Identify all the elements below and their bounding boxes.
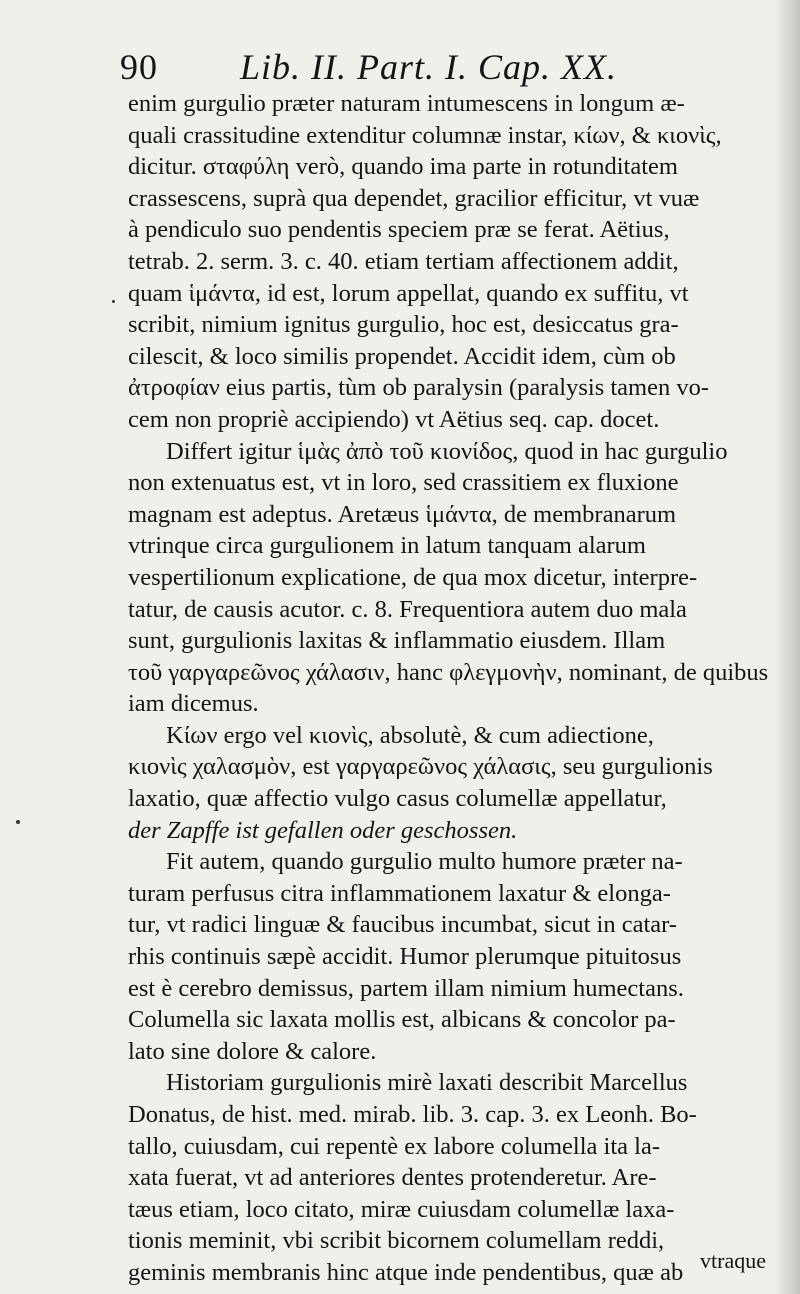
text-line: à pendiculo suo pendentis speciem præ se ferat. Aëtius,	[128, 216, 670, 244]
text-line: tionis meminit, vbi scribit bicornem columellam reddi,	[128, 1227, 665, 1255]
text-line: non extenuatus est, vt in loro, sed crassitiem ex fluxione	[128, 469, 679, 497]
paragraph-start-line: Differt igitur ἱμὰς ἀπὸ τοῦ κιονίδος, quod in hac gurgulio	[166, 437, 728, 465]
text-line: τοῦ γαργαρεῶνος χάλασιν, hanc φλεγμονὴν, nominant, de quibus	[128, 658, 768, 686]
text-line: vespertilionum explicatione, de qua mox dicetur, interpre-	[128, 563, 698, 591]
ink-speck	[16, 820, 20, 824]
text-line: laxatio, quæ affectio vulgo casus columellæ appellatur,	[128, 785, 667, 813]
text-line: Donatus, de hist. med. mirab. lib. 3. cap. 3. ex Leonh. Bo-	[128, 1101, 697, 1128]
text-line: est è cerebro demissus, partem illam nimium humectans.	[128, 974, 684, 1002]
text-line: quali crassitudine extenditur columnæ instar, κίων, & κιονὶς,	[128, 121, 722, 149]
text-line: κιονὶς χαλασμὸν, est γαργαρεῶνος χάλασις, seu gurgulionis	[128, 753, 713, 781]
text-line: iam dicemus.	[128, 690, 259, 718]
text-line: enim gurgulio præter naturam intumescens in longum æ-	[128, 90, 685, 117]
catchword: vtraque	[700, 1248, 766, 1273]
text-line: tetrab. 2. serm. 3. c. 40. etiam tertiam affectionem addit,	[128, 247, 679, 275]
text-line: dicitur. σταφύλη verò, quando ima parte in rotunditatem	[128, 153, 678, 181]
text-line: der Zapffe ist gefallen oder geschossen.	[128, 816, 518, 844]
text-line: tatur, de causis acutor. c. 8. Frequentiora autem duo mala	[128, 595, 687, 623]
page-edge-shadow	[774, 0, 800, 1294]
text-line: rhis continuis sæpè accidit. Humor plerumque pituitosus	[128, 943, 682, 971]
text-line: tæus etiam, loco citato, miræ cuiusdam columellæ laxa-	[128, 1195, 675, 1223]
text-line: cilescit, & loco similis propendet. Accidit idem, cùm ob	[128, 342, 676, 370]
text-line: sunt, gurgulionis laxitas & inflammatio eiusdem. Illam	[128, 627, 666, 655]
text-line: lato sine dolore & calore.	[128, 1037, 377, 1065]
text-line: geminis membranis hinc atque inde pendentibus, quæ ab	[128, 1258, 684, 1286]
text-line: tallo, cuiusdam, cui repentè ex labore columella ita la-	[128, 1132, 660, 1160]
text-line: turam perfusus citra inflammationem laxatur & elonga-	[128, 879, 671, 907]
text-line: ἀτροφίαν eius partis, tùm ob paralysin (paralysis tamen vo-	[128, 374, 710, 402]
ink-speck	[112, 300, 115, 303]
text-line: magnam est adeptus. Aretæus ἱμάντα, de membranarum	[128, 500, 677, 528]
body-text	[128, 88, 768, 1289]
text-line: vtrinque circa gurgulionem in latum tanquam alarum	[128, 532, 646, 560]
text-line: quam ἱμάντα, id est, lorum appellat, quando ex suffitu, vt	[128, 279, 689, 307]
text-line: Columella sic laxata mollis est, albicans & concolor pa-	[128, 1006, 676, 1034]
paragraph-start-line: Κίων ergo vel κιονὶς, absolutè, & cum adiectione,	[166, 721, 654, 749]
text-line: tur, vt radici linguæ & faucibus incumbat, sicut in catar-	[128, 911, 677, 939]
text-line: xata fuerat, vt ad anteriores dentes protenderetur. Are-	[128, 1164, 657, 1192]
page-number: 90	[120, 47, 158, 87]
paragraph-start-line: Historiam gurgulionis mirè laxati describit Marcellus	[166, 1069, 688, 1097]
text-line: cem non propriè accipiendo) vt Aëtius seq. cap. docet.	[128, 405, 660, 433]
page-header	[120, 46, 680, 90]
text-line: scribit, nimium ignitus gurgulio, hoc est, desiccatus gra-	[128, 311, 679, 339]
running-head: Lib. II. Part. I. Cap. XX.	[240, 47, 617, 87]
text-line: crassescens, suprà qua dependet, gracilior efficitur, vt vuæ	[128, 184, 700, 212]
paragraph-start-line: Fit autem, quando gurgulio multo humore præter na-	[166, 848, 683, 876]
